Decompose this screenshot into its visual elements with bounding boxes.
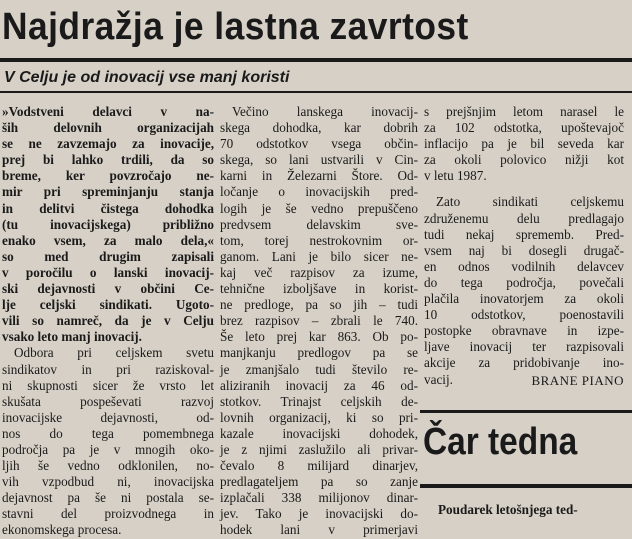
column3-line: plačila inovatorjem za okoli — [424, 291, 624, 307]
column3-line — [424, 184, 624, 194]
column1-line: enako vsem, za malo dela,« — [2, 232, 214, 248]
column2-line: lovnih organizacij, ki so pri- — [220, 409, 418, 425]
column1-line: se ne zavzemajo za inovacije, — [2, 136, 214, 152]
column3-line: za 102 odstotka, upoštevajoč — [424, 120, 624, 136]
column2-line: logih je še vedno prepuščeno — [220, 200, 418, 216]
column2-line: čevalo 8 milijard dinarjev, — [220, 458, 418, 474]
article-subheadline: V Celju je od inovacij vse manj koristi — [4, 69, 290, 86]
column3-line: do tega področja, povečali — [424, 274, 624, 290]
sidebar-top-rule — [420, 410, 632, 413]
column1-line: vili so namreč, da je v Celju — [2, 313, 214, 329]
column1-line: vih vzpodbud ni, inovacijska — [2, 474, 214, 490]
column1-line: ljih še vedno odklonilen, no- — [2, 458, 214, 474]
column2-line: manjkanju predlogov pa se — [220, 345, 418, 361]
column2-line: tom, torej nestrokovnim or- — [220, 232, 418, 248]
column2-line: je zmanjšalo tudi število re- — [220, 361, 418, 377]
article-column-3 — [424, 104, 624, 388]
column1-line: lje celjski sindikati. Ugoto- — [2, 297, 214, 313]
column2-line: Še leto prej kar 863. Ob po- — [220, 329, 418, 345]
column2-line: je z njimi zaslužilo ali privar- — [220, 441, 418, 457]
column2-line: hodek lani v primerjavi — [220, 522, 418, 538]
column1-line: ski dejavnosti v občini Ce- — [2, 281, 214, 297]
article-byline: BRANE PIANO — [531, 373, 624, 388]
column3-line: združenemu delu predlagajo — [424, 210, 624, 226]
column3-line: za okoli polovico nižji kot — [424, 152, 624, 168]
column3-line: en odnos vodilnih delavcev — [424, 258, 624, 274]
column3-line: 10 odstotkov, poenostavili — [424, 307, 624, 323]
sidebar-title: Čar tedna — [423, 421, 578, 463]
headline-rule — [0, 58, 632, 62]
column2-line: jev. Tako je inovacijski do- — [220, 506, 418, 522]
column1-line: inovacijske dejavnosti, od- — [2, 409, 214, 425]
column2-line: brez razpisov – zbrali le 740. — [220, 313, 418, 329]
column3-line: postopke obravnave in izpe- — [424, 323, 624, 339]
column2-line: predlagateljem pa so zanje — [220, 474, 418, 490]
column2-line: predvsem delavskim sve- — [220, 216, 418, 232]
column1-line: ših delovnih organizacijah — [2, 120, 214, 136]
column3-line: tudi nekaj sprememb. Pred- — [424, 226, 624, 242]
column1-line: stavni del proizvodnega in — [2, 506, 214, 522]
column3-line: vacij. — [424, 371, 453, 387]
column2-line: stotkov. Trinajst celjskih de- — [220, 393, 418, 409]
column2-line: kaj več razpisov za izume, — [220, 264, 418, 280]
column2-line: skega, so lani ustvarili v Cin- — [220, 152, 418, 168]
column1-line: (tu inovacijskega) približno — [2, 216, 214, 232]
column1-line: skušata pospeševati razvoj — [2, 393, 214, 409]
column1-line: mir pri spreminjanju stanja — [2, 184, 214, 200]
column2-line: Večino lanskega inovacij- — [232, 104, 418, 119]
column3-line: ljave inovacij ter razpisovali — [424, 339, 624, 355]
column1-line: dejavnost pa še ni postala se- — [2, 490, 214, 506]
column1-line: ni skupnosti sicer že vrsto let — [2, 377, 214, 393]
column1-line: v poročilu o lanski inovacij- — [2, 264, 214, 280]
column2-line: ne predloge, pa so jih – tudi — [220, 297, 418, 313]
article-headline: Najdražja je lastna zavrtost — [2, 6, 469, 48]
column1-line: in delitvi čistega dohodka — [2, 200, 214, 216]
column3-line: v letu 1987. — [424, 168, 487, 184]
article-column-2 — [220, 104, 418, 539]
column2-line: ganom. Lani je bilo sicer ne- — [220, 248, 418, 264]
column3-line: akcije za pridobivanje ino- — [424, 355, 624, 371]
column1-line: so med drugim zapisali — [2, 248, 214, 264]
column2-line: 70 odstotkov vsega občin- — [220, 136, 418, 152]
column3-line: Zato sindikati celjskemu — [436, 194, 624, 210]
column2-line: aliziranih inovacij za 46 od- — [220, 377, 418, 393]
sidebar-lead-text: Poudarek letošnjega ted- — [438, 502, 578, 517]
column3-line: inflacijo pa je bil seveda kar — [424, 136, 624, 152]
article-column-1 — [2, 104, 214, 539]
column1-line: Odbora pri celjskem svetu — [14, 345, 214, 361]
column2-line: tehnične izboljšave in korist- — [220, 281, 418, 297]
column2-line: izplačali 338 milijonov dinar- — [220, 490, 418, 506]
column2-line: ločanje o inovacijskih pred- — [220, 184, 418, 200]
column1-line: prej bi lahko trdili, da so — [2, 152, 214, 168]
column1-line: »Vodstveni delavci v na- — [2, 104, 214, 119]
column2-line: kazale inovacijski dohodek, — [220, 425, 418, 441]
sidebar-title-rule — [420, 484, 632, 488]
column3-line: s prejšnjim letom narasel le — [424, 104, 624, 119]
column2-line: skega dohodka, kar dobrih — [220, 120, 418, 136]
column1-line: vsako leto manj inovacij. — [2, 329, 142, 345]
column1-line: ekonomskega procesa. — [2, 522, 122, 538]
subheadline-rule — [0, 91, 632, 93]
column2-line: karni in Železarni Štore. Od- — [220, 168, 418, 184]
column3-line: vsem naj bi dosegli drugač- — [424, 242, 624, 258]
column1-line: sindikatov in pri raziskoval- — [2, 361, 214, 377]
column1-line: breme, ker povzročajo ne- — [2, 168, 214, 184]
column1-line: nos do tega pomembnega — [2, 425, 214, 441]
column1-line: področja pa je v mnogih oko- — [2, 441, 214, 457]
